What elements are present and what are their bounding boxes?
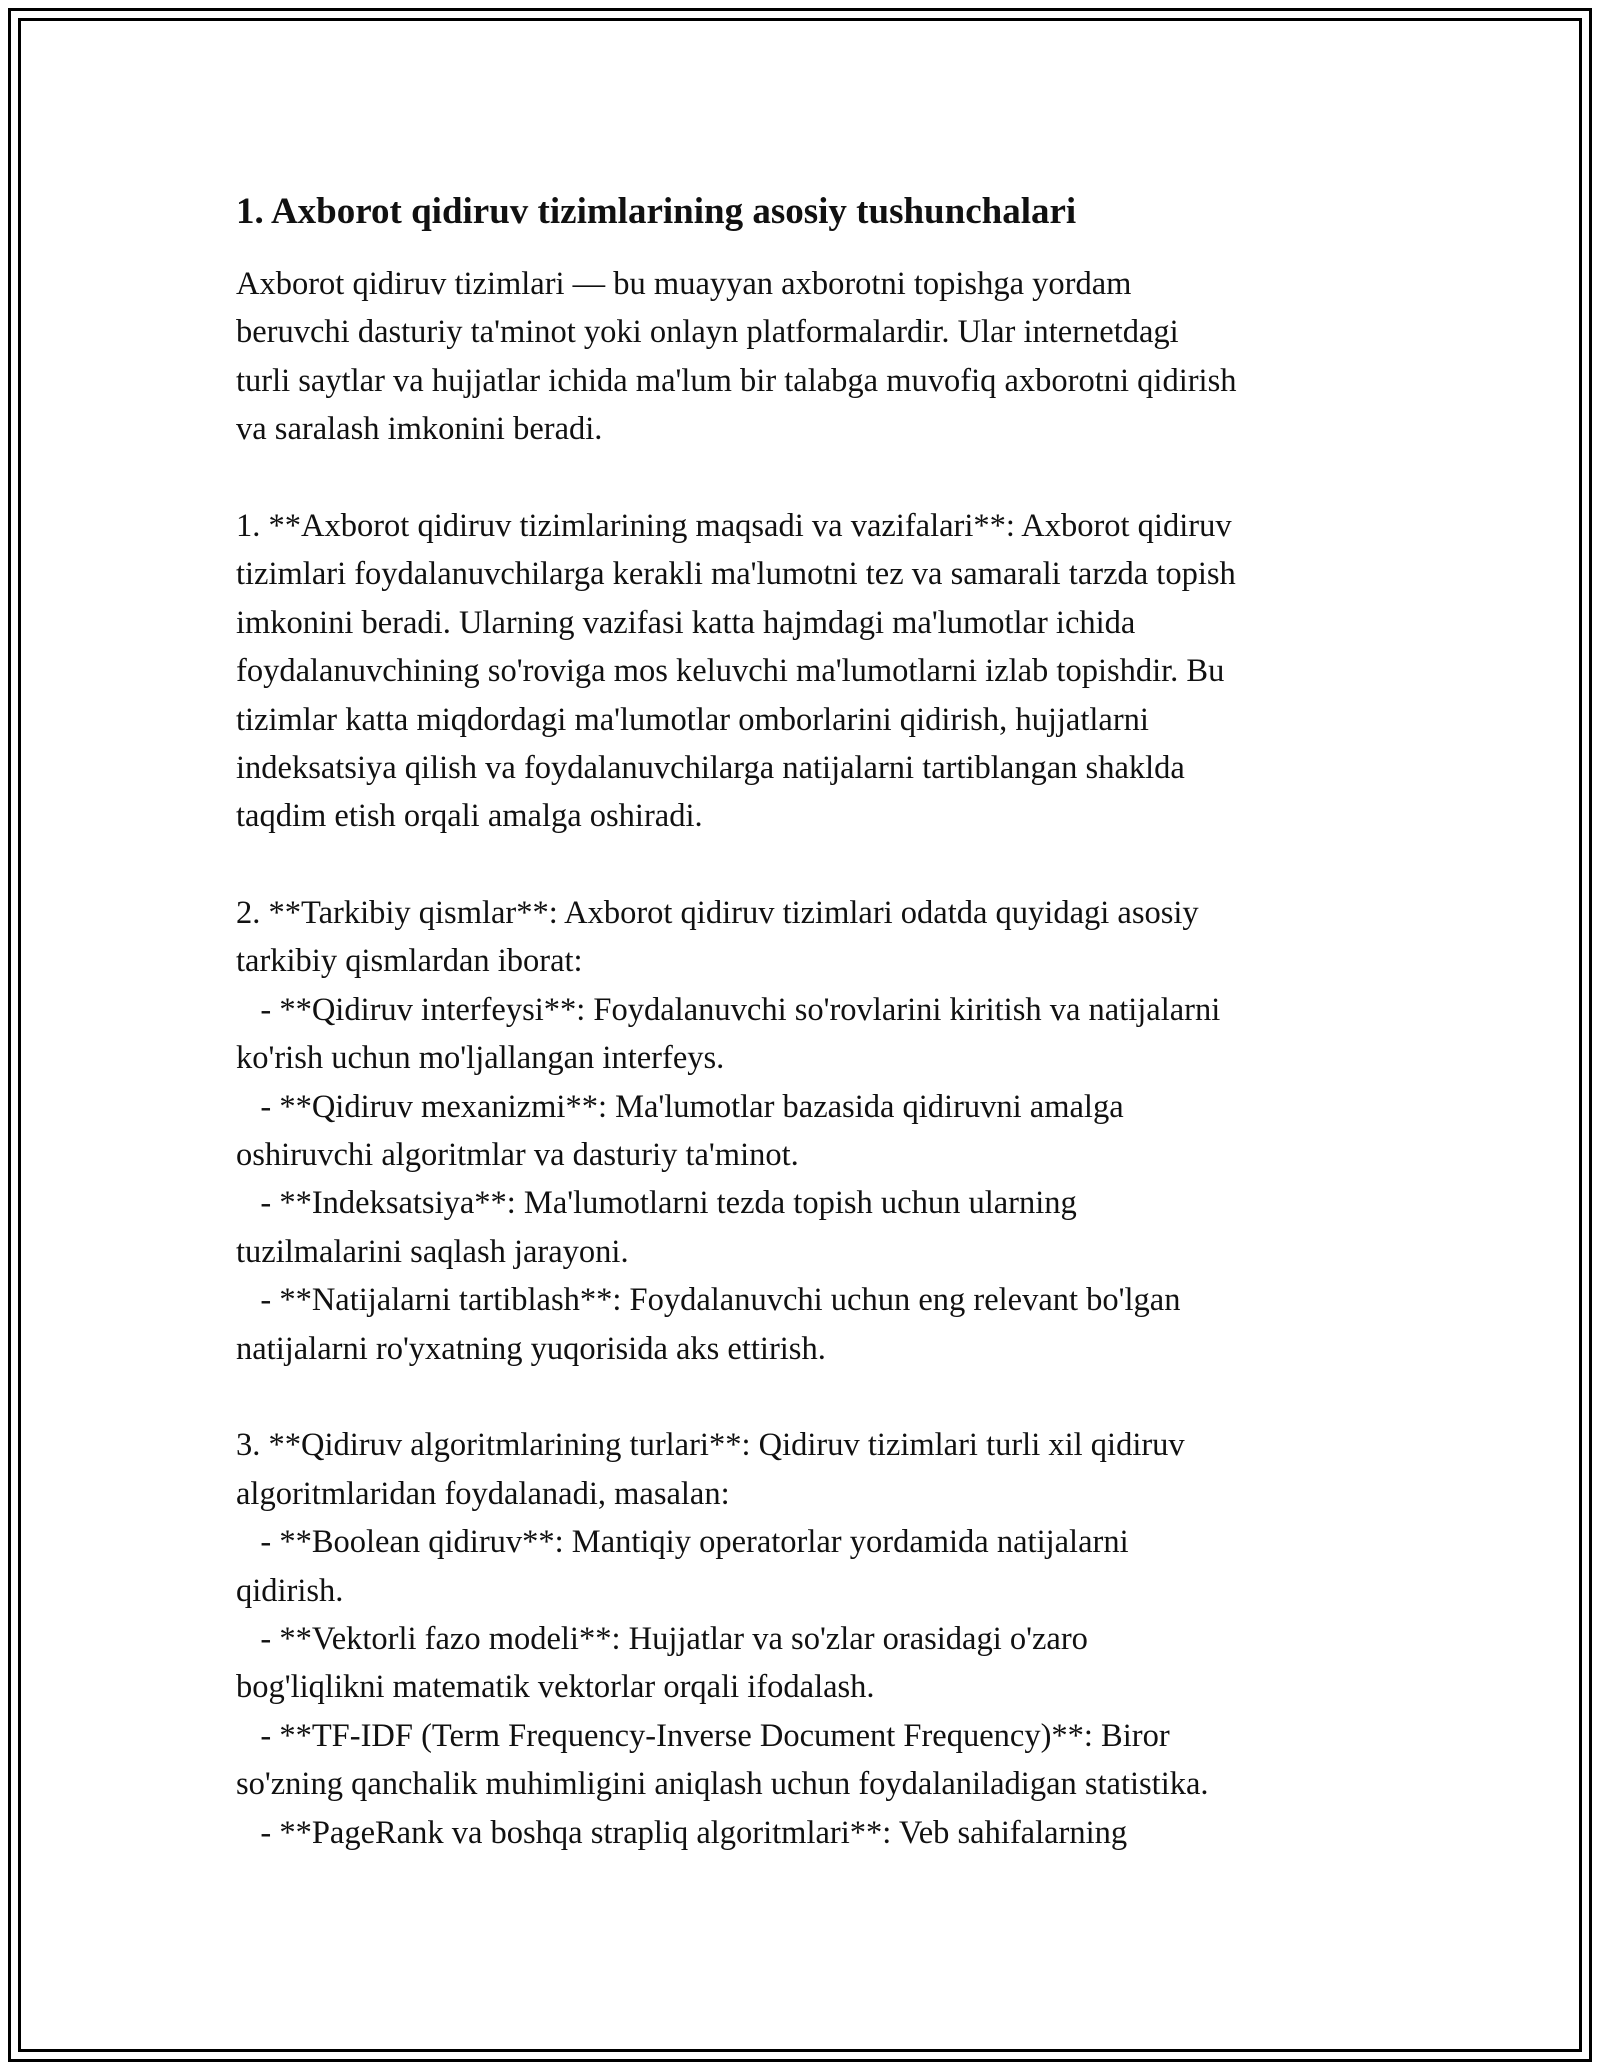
text-line: oshiruvchi algoritmlar va dasturiy ta'minot. [236, 1137, 799, 1174]
text-line: tuzilmalarini saqlash jarayoni. [236, 1233, 629, 1270]
text-line: Axborot qidiruv tizimlari — bu muayyan axborotni topishga yordam [236, 266, 1132, 302]
text-line: - **Boolean qidiruv**: Mantiqiy operatorlar yordamida natijalarni [236, 1524, 1129, 1561]
text-line: indeksatsiya qilish va foydalanuvchilarga natijalarni tartiblangan shaklda [236, 749, 1185, 786]
document-body [236, 186, 1386, 1857]
text-line: - **Qidiruv interfeysi**: Foydalanuvchi so'rovlarini kiritish va natijalarni [236, 991, 1221, 1028]
blank-line [236, 841, 1386, 889]
text-line: qidirish. [236, 1572, 344, 1609]
text-line: tizimlar katta miqdordagi ma'lumotlar omborlarini qidirish, hujjatlarni [236, 701, 1149, 738]
text-line: bog'liqlikni matematik vektorlar orqali ifodalash. [236, 1669, 875, 1706]
text-line: - **Vektorli fazo modeli**: Hujjatlar va so'zlar orasidagi o'zaro [236, 1620, 1088, 1657]
text-line: natijalarni ro'yxatning yuqorisida aks ettirish. [236, 1330, 826, 1367]
section-heading: 1. Axborot qidiruv tizimlarining asosiy tushunchalari [236, 191, 1077, 232]
text-line: 3. **Qidiruv algoritmlarining turlari**: Qidiruv tizimlari turli xil qidiruv [236, 1427, 1185, 1464]
text-line: - **TF-IDF (Term Frequency-Inverse Document Frequency)**: Biror [236, 1717, 1170, 1754]
text-line: 2. **Tarkibiy qismlar**: Axborot qidiruv tizimlari odatda quyidagi asosiy [236, 895, 1199, 932]
text-line: - **PageRank va boshqa strapliq algoritmlari**: Veb sahifalarning [236, 1814, 1128, 1851]
text-line: taqdim etish orqali amalga oshiradi. [236, 798, 703, 835]
paragraph-block [236, 260, 1386, 1857]
text-line: turli saytlar va hujjatlar ichida ma'lum bir talabga muvofiq axborotni qidirish [236, 362, 1237, 399]
text-line: 1. **Axborot qidiruv tizimlarining maqsadi va vazifalari**: Axborot qidiruv [236, 507, 1232, 544]
text-line: tizimlari foydalanuvchilarga kerakli ma'lumotni tez va samarali tarzda topish [236, 556, 1236, 593]
text-line: imkonini beradi. Ularning vazifasi katta hajmdagi ma'lumotlar ichida [236, 604, 1136, 641]
text-line: tarkibiy qismlardan iborat: [236, 943, 583, 980]
text-line: va saralash imkonini beradi. [236, 411, 603, 448]
text-line: ko'rish uchun mo'ljallangan interfeys. [236, 1040, 725, 1077]
blank-line [236, 1373, 1386, 1421]
blank-line [236, 454, 1386, 502]
text-line: so'zning qanchalik muhimligini aniqlash uchun foydalaniladigan statistika. [236, 1766, 1209, 1803]
text-line: foydalanuvchining so'roviga mos keluvchi ma'lumotlarni izlab topishdir. Bu [236, 653, 1225, 690]
text-line: - **Indeksatsiya**: Ma'lumotlarni tezda topish uchun ularning [236, 1185, 1077, 1222]
text-line: - **Qidiruv mexanizmi**: Ma'lumotlar bazasida qidiruvni amalga [236, 1088, 1124, 1125]
text-line: beruvchi dasturiy ta'minot yoki onlayn platformalardir. Ular internetdagi [236, 314, 1179, 351]
text-line: algoritmlaridan foydalanadi, masalan: [236, 1475, 730, 1512]
text-line: - **Natijalarni tartiblash**: Foydalanuvchi uchun eng relevant bo'lgan [236, 1282, 1181, 1319]
